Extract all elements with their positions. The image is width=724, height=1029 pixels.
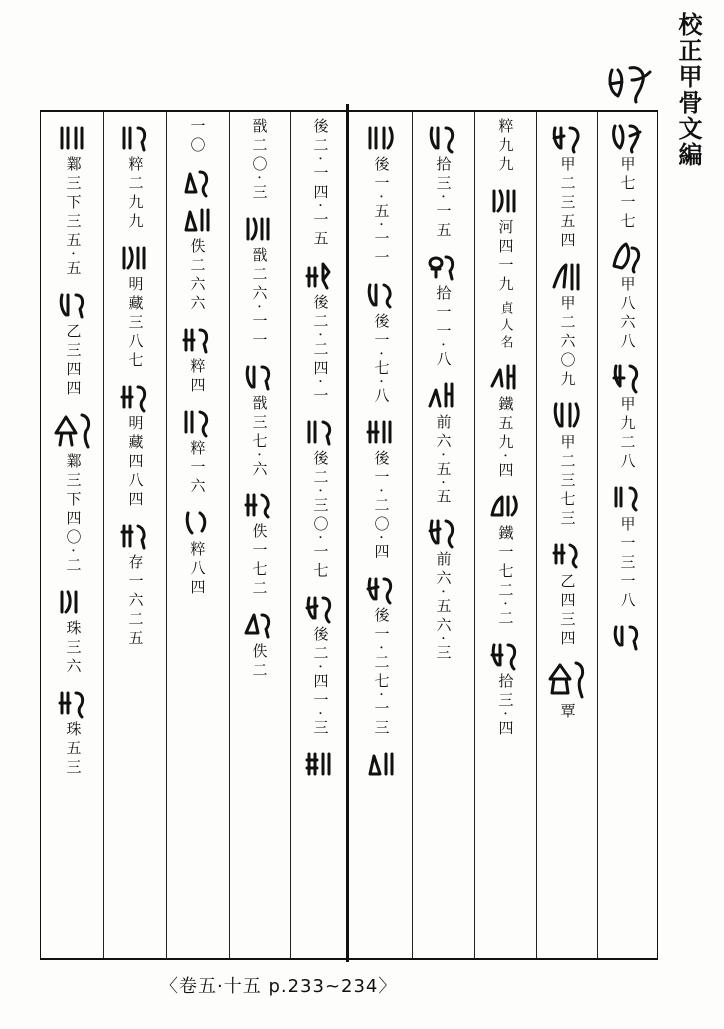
entry — [354, 412, 408, 563]
entry-column-6 — [293, 118, 347, 954]
source-reference: 一〇 — [188, 118, 207, 156]
source-reference: 乙四三四 — [558, 573, 577, 649]
entry — [170, 118, 224, 156]
entry — [416, 118, 470, 241]
entry — [478, 181, 532, 295]
oracle-glyph-icon — [488, 360, 522, 394]
entry — [46, 405, 100, 576]
entry — [600, 238, 654, 352]
entry — [46, 582, 100, 677]
entry — [354, 118, 408, 269]
entry — [540, 257, 594, 390]
oracle-glyph-icon — [180, 404, 214, 438]
oracle-glyph-icon — [118, 120, 152, 154]
source-reference: 存一六二五 — [126, 554, 145, 649]
oracle-glyph-icon — [56, 584, 90, 618]
entry — [293, 412, 347, 582]
source-reference: 珠五三 — [64, 720, 83, 778]
entry — [232, 485, 286, 599]
entry — [46, 118, 100, 279]
page-title: 校正甲骨文編 — [674, 12, 703, 168]
entry — [170, 402, 224, 497]
oracle-glyph-icon — [118, 379, 152, 413]
entry — [478, 358, 532, 481]
oracle-glyph-icon — [118, 518, 152, 552]
source-reference: 戩二六·一一 — [250, 246, 269, 351]
oracle-glyph-icon — [242, 359, 276, 393]
oracle-glyph-icon — [426, 378, 460, 412]
source-reference: 鐵一七二·二 — [496, 524, 515, 629]
source-reference: 前六·五六·三 — [434, 551, 453, 664]
entry — [416, 513, 470, 664]
oracle-glyph-icon — [118, 240, 152, 274]
oracle-glyph-icon — [242, 487, 276, 521]
column-divider — [166, 112, 167, 958]
source-reference: 覃 — [558, 703, 577, 722]
oracle-glyph-icon — [488, 183, 522, 217]
column-divider — [412, 112, 413, 958]
entry — [354, 744, 408, 782]
oracle-glyph-icon — [610, 480, 644, 514]
entry-column-3 — [478, 118, 532, 954]
source-reference: 拾三·一五 — [434, 156, 453, 241]
source-reference: 拾三·四 — [496, 672, 515, 739]
entry — [293, 256, 347, 407]
top-rule — [40, 110, 658, 112]
source-reference: 鐵五九·四 — [496, 396, 515, 481]
oracle-glyph-icon — [242, 211, 276, 245]
oracle-glyph-icon — [180, 322, 214, 356]
oracle-glyph-icon — [56, 685, 90, 719]
source-reference: 甲七一七 — [618, 156, 637, 232]
oracle-glyph-icon — [488, 637, 522, 671]
column-divider — [474, 112, 475, 958]
entry — [354, 275, 408, 407]
source-reference: 甲二三五四 — [558, 156, 577, 251]
source-reference: 後二·二四·一 — [311, 293, 330, 407]
oracle-glyph-icon — [610, 619, 644, 653]
entry — [416, 376, 470, 508]
entry — [540, 118, 594, 251]
oracle-glyph-icon — [303, 590, 337, 624]
entry — [600, 358, 654, 472]
source-reference: 貞人名 — [497, 301, 513, 352]
entry — [600, 617, 654, 655]
entry — [540, 655, 594, 722]
oracle-glyph-icon — [550, 537, 584, 571]
bottom-rule — [40, 958, 658, 960]
oracle-glyph-icon — [426, 120, 460, 154]
source-reference: 戩三七·六 — [250, 394, 269, 480]
source-reference: 佚二 — [250, 643, 269, 682]
oracle-glyph-icon — [610, 360, 644, 394]
source-reference: 後一·七·八 — [372, 312, 391, 407]
source-reference: 甲二六〇九 — [558, 295, 577, 390]
entry — [478, 635, 532, 739]
oracle-glyph-icon — [364, 746, 398, 780]
oracle-glyph-icon — [180, 164, 214, 198]
source-reference: 河四一九 — [496, 219, 515, 295]
entry — [416, 247, 470, 370]
entry-column-4 — [416, 118, 470, 954]
entry — [46, 285, 100, 399]
source-reference: 前六·五·五 — [434, 413, 453, 508]
entry — [478, 301, 532, 352]
left-border — [40, 110, 41, 960]
entry-column-1 — [600, 118, 654, 954]
entry — [600, 118, 654, 232]
column-divider — [229, 112, 230, 958]
source-reference: 佚二六六 — [188, 238, 207, 314]
oracle-glyph-icon — [364, 571, 398, 605]
column-divider — [536, 112, 537, 958]
entry — [232, 357, 286, 480]
entry — [540, 396, 594, 529]
oracle-glyph-icon — [56, 287, 90, 321]
ancient-character-glyph-icon — [606, 62, 656, 106]
column-divider — [103, 112, 104, 958]
source-reference: 鄴三下三五·五 — [64, 156, 83, 279]
oracle-glyph-icon — [364, 120, 398, 154]
oracle-glyph-icon — [550, 398, 584, 432]
column-divider — [290, 112, 291, 958]
entry-column-9 — [108, 118, 162, 954]
oracle-glyph-icon — [364, 414, 398, 448]
entry-column-8 — [170, 118, 224, 954]
oracle-glyph-icon — [610, 120, 644, 154]
entry — [108, 516, 162, 649]
oracle-glyph-icon — [610, 240, 644, 274]
entry — [478, 118, 532, 175]
entry — [108, 238, 162, 371]
entry — [232, 209, 286, 351]
source-reference: 明藏三八七 — [126, 276, 145, 371]
entry — [108, 377, 162, 510]
oracle-glyph-icon — [56, 120, 90, 154]
source-reference: 佚一七二 — [250, 523, 269, 600]
oracle-glyph-icon — [242, 607, 276, 641]
oracle-glyph-icon — [546, 657, 588, 701]
page-caption: 〈卷五·十五 p.233~234〉 — [160, 976, 398, 997]
oracle-glyph-icon — [180, 202, 214, 236]
entry-column-10 — [46, 118, 100, 954]
entry — [232, 118, 286, 203]
oracle-glyph-icon — [426, 249, 460, 283]
entry — [108, 118, 162, 232]
entry-column-5 — [354, 118, 408, 954]
entry — [540, 535, 594, 649]
oracle-glyph-icon — [488, 489, 522, 523]
source-reference: 後一·二〇·四 — [372, 450, 391, 563]
source-reference: 粹二九九 — [126, 156, 145, 232]
source-reference: 明藏四八四 — [126, 415, 145, 510]
source-reference: 甲一三一八 — [618, 516, 637, 611]
entry — [46, 683, 100, 778]
source-reference: 後二·四一·三 — [311, 625, 330, 739]
entry — [170, 162, 224, 314]
oracle-glyph-icon — [52, 407, 94, 451]
source-reference: 粹一六 — [188, 440, 207, 497]
oracle-glyph-icon — [550, 259, 584, 293]
entry — [600, 478, 654, 611]
entry — [293, 744, 347, 782]
source-reference: 戩二〇·三 — [250, 118, 269, 203]
source-reference: 珠三六 — [64, 619, 83, 677]
entry — [354, 569, 408, 739]
oracle-glyph-icon — [303, 258, 337, 292]
entry — [293, 118, 347, 250]
oracle-glyph-icon — [364, 277, 398, 311]
source-reference: 甲二三七三 — [558, 434, 577, 529]
source-reference: 甲八六八 — [618, 276, 637, 352]
right-border — [657, 110, 658, 960]
oracle-glyph-icon — [180, 505, 214, 539]
source-reference: 乙三四四 — [64, 322, 83, 399]
oracle-glyph-icon — [426, 515, 460, 549]
source-reference: 後一·二七·一三 — [372, 606, 391, 739]
source-reference: 後二·一四·一五 — [311, 118, 330, 250]
source-reference: 拾一一·八 — [434, 284, 453, 370]
column-divider — [597, 112, 598, 958]
source-reference: 後一·五·一一 — [372, 156, 391, 269]
source-reference: 粹四 — [188, 358, 207, 396]
source-reference: 粹九九 — [496, 118, 515, 175]
entry — [293, 588, 347, 739]
source-reference: 甲九二八 — [618, 396, 637, 472]
oracle-glyph-icon — [303, 746, 337, 780]
entry-column-2 — [540, 118, 594, 954]
entry — [232, 605, 286, 681]
oracle-glyph-icon — [550, 120, 584, 154]
source-reference: 後二·三〇·一七 — [311, 450, 330, 582]
entry — [170, 503, 224, 598]
entry — [478, 487, 532, 629]
entry-column-7 — [232, 118, 286, 954]
source-reference: 鄴三下四〇·二 — [64, 452, 83, 576]
oracle-glyph-icon — [303, 414, 337, 448]
source-reference: 粹八四 — [188, 541, 207, 598]
entry — [170, 320, 224, 396]
